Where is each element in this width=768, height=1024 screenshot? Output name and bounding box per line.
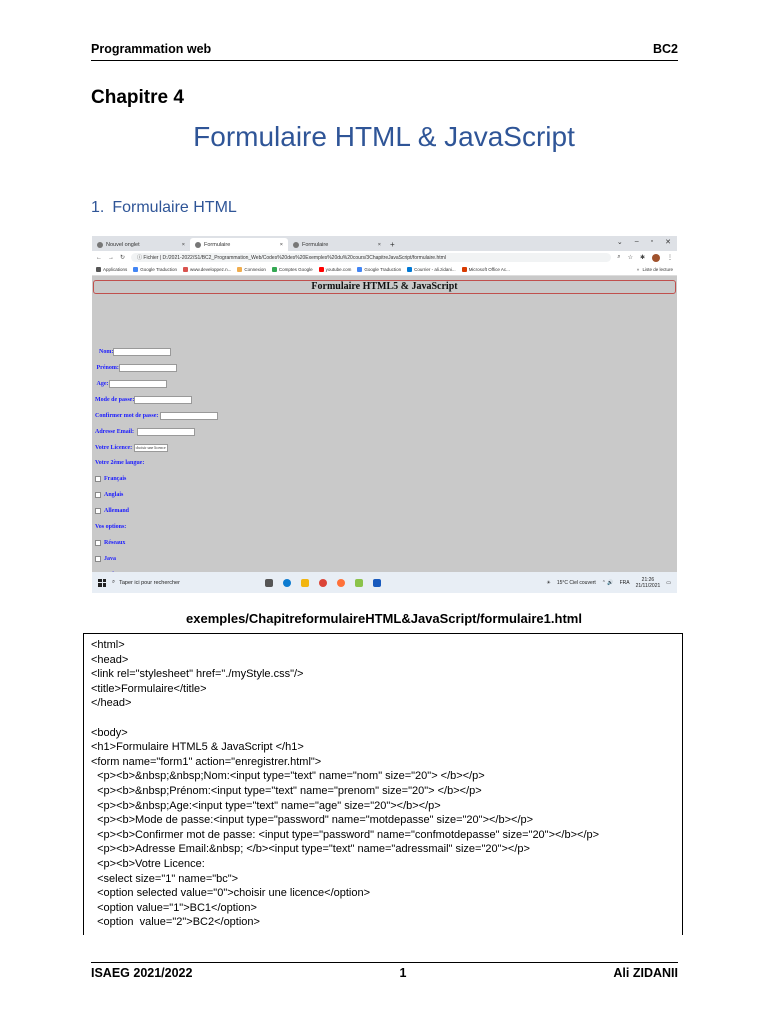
minimize-icon: – <box>634 238 639 245</box>
extension-icon: ✱ <box>639 254 645 261</box>
code-line: <p><b>&nbsp;&nbsp;Nom:<input type="text" name="nom" size="20"> </b></p> <box>91 770 485 783</box>
code-line: <p><b>Mode de passe:<input type="password" name="motdepasse" size="20"></b></p> <box>91 814 534 827</box>
url-text: D:/2021-2022/S1/BC2_Programmation_Web/Codes%20des%20Exemples%20du%20cours/3ChapitreJavaScript/formulaire.html <box>162 254 446 261</box>
bookmark-item: Comptes Google <box>272 267 313 272</box>
code-line: <p><b>Adresse Email:&nbsp; </b><input type="text" name="adressmail" size="20"></p> <box>91 843 530 856</box>
firefox-icon <box>337 579 345 587</box>
form-heading: Formulaire HTML5 & JavaScript <box>93 280 676 294</box>
bookmark-item: www.developpez.n... <box>183 267 231 272</box>
section-label: Formulaire HTML <box>112 199 237 216</box>
search-icon: ⌕ <box>112 579 116 585</box>
code-line: </head> <box>91 697 132 710</box>
microsoft-icon <box>237 267 242 272</box>
reading-list: » Liste de lecture <box>636 267 673 272</box>
edge-icon <box>283 579 291 587</box>
tray-icons: ⌃ 🔊 <box>601 579 614 586</box>
bookmark-item: Google Traduction <box>357 267 401 272</box>
google-icon <box>272 267 277 272</box>
system-tray <box>546 577 677 589</box>
field-prenom: Prénom: <box>95 364 177 372</box>
tab-favicon-icon <box>293 242 299 248</box>
site-icon <box>183 267 188 272</box>
field-confirm-password: Confirmer mot de passe: <box>95 412 218 420</box>
browser-tab-active <box>190 238 288 251</box>
age-input <box>109 380 167 388</box>
apps-icon <box>96 267 101 272</box>
back-icon: ← <box>96 254 102 261</box>
prenom-input <box>119 364 177 372</box>
bookmark-item: Connexion <box>237 267 266 272</box>
header-course: Programmation web <box>91 42 212 56</box>
document-title: Formulaire HTML & JavaScript <box>193 121 575 152</box>
radio-anglais: Anglais <box>95 492 123 498</box>
address-bar <box>92 251 677 264</box>
bookmark-item: Courrier - ali.zidani... <box>407 267 456 272</box>
chevron-right-icon: » <box>636 267 641 272</box>
taskbar-search: ⌕ Taper ici pour rechercher <box>112 579 180 586</box>
close-icon: × <box>279 241 283 248</box>
browser-screenshot <box>92 236 677 593</box>
code-line: <option value="2">BC2</option> <box>91 916 260 929</box>
footer-institution: ISAEG 2021/2022 <box>91 966 193 980</box>
confirm-password-input <box>160 412 218 420</box>
mail-icon <box>407 267 412 272</box>
bookmark-item: youtube.com <box>319 267 352 272</box>
options-label: Vos options: <box>95 524 127 530</box>
bookmark-item: Google Traduction <box>133 267 177 272</box>
tab-label: Formulaire <box>204 241 231 248</box>
code-line: <p><b>&nbsp;Prénom:<input type="text" name="prenom" size="20"> </b></p> <box>91 784 482 797</box>
close-icon: × <box>181 241 185 248</box>
bookmarks-bar <box>92 264 677 276</box>
email-input <box>137 428 195 436</box>
code-line: <head> <box>91 653 129 666</box>
bookmark-item: Applications <box>96 267 127 272</box>
tab-favicon-icon <box>97 242 103 248</box>
avatar <box>652 254 660 262</box>
page-footer <box>91 962 678 980</box>
translate-icon <box>357 267 362 272</box>
code-line <box>91 711 599 726</box>
youtube-icon <box>319 267 324 272</box>
field-age: Age: <box>95 380 167 388</box>
file-explorer-icon <box>301 579 309 587</box>
code-line: <html> <box>91 639 125 651</box>
page-header <box>91 42 678 61</box>
tab-favicon-icon <box>195 242 201 248</box>
nom-input <box>113 348 171 356</box>
close-icon: × <box>377 241 381 248</box>
browser-tab <box>92 238 190 251</box>
langue-label: Votre 2ème langue: <box>95 460 145 466</box>
footer-author: Ali ZIDANII <box>613 966 678 980</box>
weather-icon: ☀ <box>546 579 551 586</box>
rendered-form-page <box>92 276 677 580</box>
section-heading <box>91 199 245 217</box>
task-view-icon <box>265 579 273 587</box>
code-line: <option selected value="0">choisir une licence</option> <box>91 887 371 900</box>
code-line: <form name="form1" action="enregistrer.html"> <box>91 755 322 768</box>
reload-icon: ↻ <box>120 255 126 261</box>
bookmark-item: Microsoft Office Ac... <box>462 267 510 272</box>
checkbox-java: Java <box>95 556 116 562</box>
new-tab-icon: + <box>390 240 395 249</box>
radio-francais: Français <box>95 476 126 482</box>
field-nom: Nom: <box>96 348 171 356</box>
field-licence: Votre Licence: choisir une licence <box>95 445 166 451</box>
code-line: <link rel="stylesheet" href="./myStyle.css"/> <box>91 668 304 681</box>
code-listing <box>83 633 683 935</box>
chevron-down-icon: ⌄ <box>616 239 623 246</box>
forward-icon: → <box>108 254 114 261</box>
windows-taskbar <box>92 572 677 593</box>
field-password: Mode de passe: <box>95 396 192 404</box>
field-email: Adresse Email: <box>95 428 195 436</box>
code-line: <option value="1">BC1</option> <box>91 901 257 914</box>
header-code: BC2 <box>652 42 678 56</box>
toolbar-icons <box>617 254 673 262</box>
checkbox-reseaux: Réseaux <box>95 540 125 546</box>
search-icon: ⌕ <box>617 253 621 260</box>
example-file-path: exemples/ChapitreformulaireHTML&JavaScript/formulaire1.html <box>186 611 582 626</box>
password-input <box>134 396 192 404</box>
taskbar-apps <box>265 579 381 587</box>
licence-select: choisir une licence <box>135 445 166 450</box>
menu-icon: ⋮ <box>667 254 673 261</box>
maximize-icon: ▫ <box>650 238 654 245</box>
section-number: 1. <box>91 199 105 216</box>
page-number: 1 <box>399 966 407 980</box>
code-line: <p><b>Confirmer mot de passe: <input type="password" name="confmotdepasse" size="20"></b></p> <box>91 828 600 841</box>
code-line: <h1>Formulaire HTML5 & JavaScript </h1> <box>91 741 304 754</box>
code-line: <body> <box>91 726 128 739</box>
code-line: <select size="1" name="bc"> <box>91 872 239 885</box>
chrome-icon <box>319 579 327 587</box>
radio-allemand: Allemand <box>95 508 129 514</box>
chapter-heading: Chapitre 4 <box>91 87 184 108</box>
url-field: ⓘ Fichier | D:/2021-2022/S1/BC2_Programmation_Web/Codes%20des%20Exemples%20du%20cours/3ChapitreJavaScript/formulaire.html <box>131 253 611 262</box>
browser-tab-bar <box>92 236 677 251</box>
notification-icon: ▭ <box>666 579 671 586</box>
code-line: <title>Formulaire</title> <box>91 682 207 695</box>
code-block <box>91 638 599 930</box>
tab-label: Formulaire <box>302 241 329 248</box>
browser-tab <box>288 238 386 251</box>
word-icon <box>373 579 381 587</box>
windows-start-icon <box>98 579 106 587</box>
code-line: <p><b>Votre Licence: <box>91 857 205 870</box>
star-icon: ☆ <box>627 254 633 261</box>
code-line: <p><b>&nbsp;Age:<input type="text" name="age" size="20"></b></p> <box>91 799 441 812</box>
language-indicator: FRA <box>619 579 630 586</box>
window-controls <box>617 238 671 246</box>
notepad-icon <box>355 579 363 587</box>
translate-icon <box>133 267 138 272</box>
clock: 21:26 21/11/2021 <box>635 576 661 589</box>
weather-text: 15°C Ciel couvert <box>556 579 596 586</box>
tab-label: Nouvel onglet <box>106 241 140 248</box>
close-icon: ✕ <box>665 239 671 246</box>
info-icon: ⓘ <box>137 255 144 261</box>
office-icon <box>462 267 467 272</box>
